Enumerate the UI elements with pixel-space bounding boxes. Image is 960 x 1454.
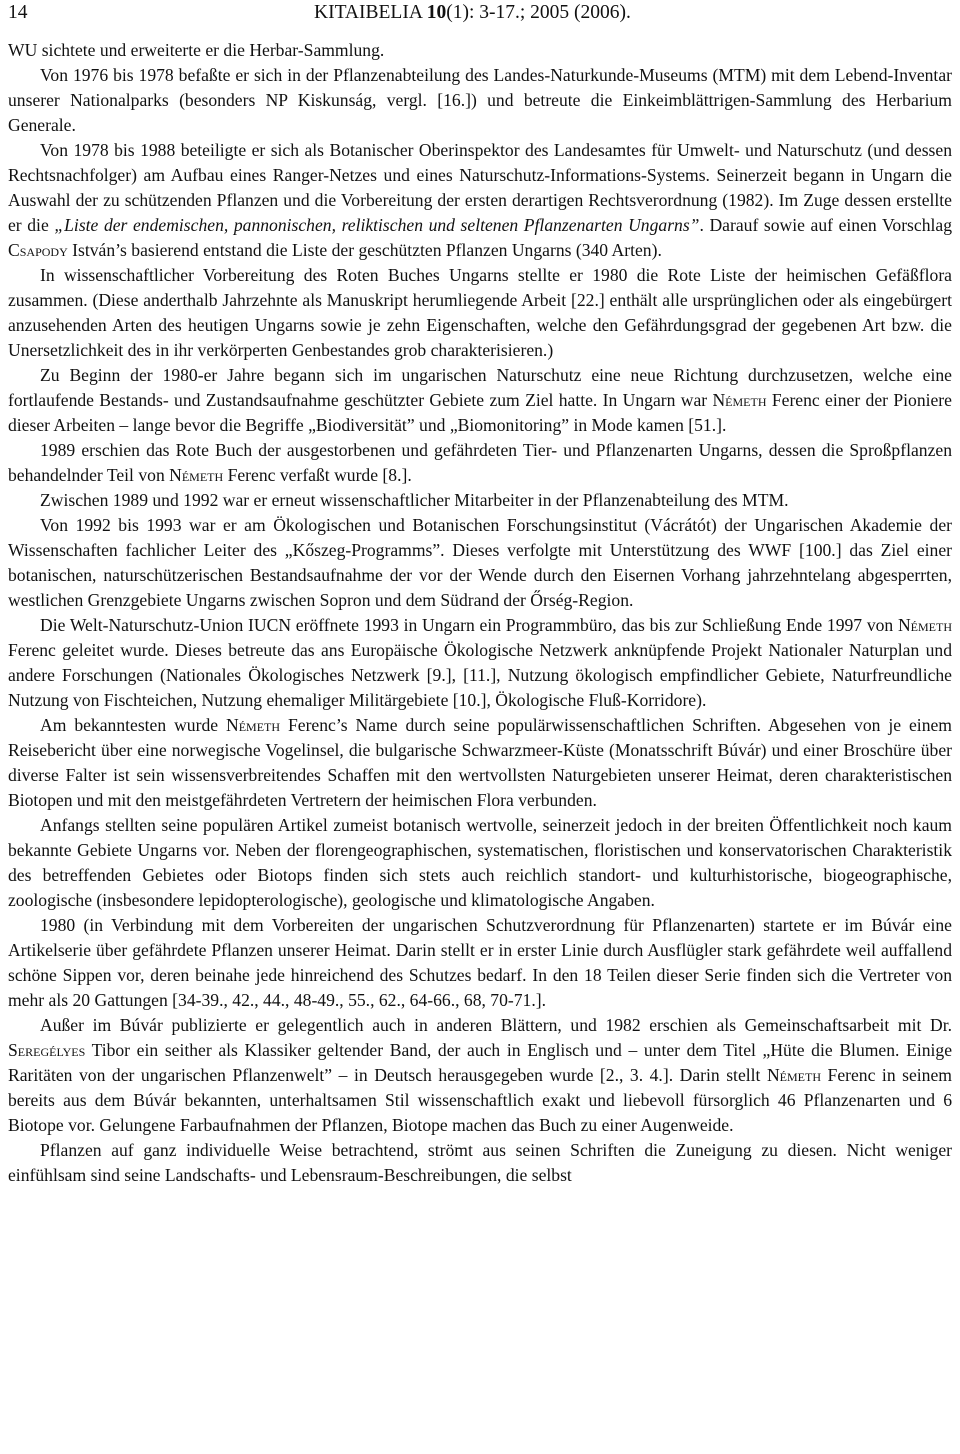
running-header (8, 0, 952, 26)
text-run: Pflanzen auf ganz individuelle Weise betrachtend, strömt aus seinen Schriften die Zuneigung zu diesen. Nicht weniger einfühlsam sind seine Landschafts- und Lebensraum-Beschreibungen, die selbst (8, 1140, 952, 1185)
article-body (8, 38, 952, 1188)
paragraph (8, 813, 952, 913)
text-run: Von 1992 bis 1993 war er am Ökologischen und Botanischen Forschungsinstitut (Vácrátót) der Ungarischen Akademie der Wissenschaften fachlicher Leiter des „Kőszeg-Programms”. Dieses verfolgte mit Unterstützung des WWF [100.] das Ziel einer botanischen, naturschützerischen Bestandsaufnahme der vor der Wende durch den Eisernen Vorhang jahrzehntelang abgesperrten, westlichen Grenzgebiete Ungarns zwischen Sopron und dem Südrand der Őrség-Region. (8, 515, 952, 610)
author-name: Németh (897, 615, 952, 635)
paragraph (8, 363, 952, 438)
page-number: 14 (8, 2, 28, 23)
paragraph (8, 263, 952, 363)
text-run: István’s basierend entstand die Liste der geschützten Pflanzen Ungarns (340 Arten). (67, 240, 662, 260)
text-run: Am bekanntesten wurde (40, 715, 226, 735)
journal-issue-pages: (1): 3-17.; 2005 (2006). (446, 2, 631, 23)
text-run: Ferenc verfaßt wurde [8.]. (223, 465, 412, 485)
paragraph (8, 513, 952, 613)
paragraph (8, 138, 952, 263)
journal-citation (314, 0, 631, 26)
text-run: Zu Beginn der 1980-er Jahre begann sich im ungarischen Naturschutz eine neue Richtung durchzusetzen, welche eine fortlaufende Bestands- und Zustandsaufnahme geschützter Gebiete zum Ziel hatte. In Ungarn war (8, 365, 952, 410)
text-run: Ferenc einer der Pioniere dieser Arbeiten – lange bevor die Begriffe „Biodiversität” und „Biomonitoring” in Mode kamen [51.]. (8, 390, 952, 435)
text-run: In wissenschaftlicher Vorbereitung des Roten Buches Ungarns stellte er 1980 die Rote Liste der heimischen Gefäßflora zusammen. (Diese anderthalb Jahrzehnte als Manuskript herumliegende Arbeit [22.] enthält alle ursprünglichen oder als eingebürgert anzusehenden Arten des heutigen Ungarns sowie je zehn Eigenschaften, welche den Gefährdungsgrad der gegebenen Art bzw. die Unersetzlichkeit des in ihr verkörperten Genbestandes grob charakterisieren.) (8, 265, 952, 360)
text-run: . Darauf sowie auf einen Vorschlag (699, 215, 952, 235)
text-run: Außer im Búvár publizierte er gelegentlich auch in anderen Blättern, und 1982 erschien als Gemeinschaftsarbeit mit Dr. (40, 1015, 952, 1035)
author-name: Csapody (8, 240, 68, 260)
text-run: Ferenc’s Name durch seine populärwissenschaftlichen Schriften. Abgesehen von je einem Reisebericht über eine norwegische Vogelinsel, die bulgarische Schwarzmeer-Küste (Monatsschrift Búvár) und einer Broschüre über diverse Falter ist sein wissensverbreitendes Schaffen mit den wertvollsten Naturgebieten unserer Heimat, deren charakteristischen Biotopen und mit den meistgefährdeten Vertretern der heimischen Flora verbunden. (8, 715, 952, 810)
text-run: Ferenc geleitet wurde. Dieses betreute das ans Europäische Ökologische Netzwerk anknüpfende Projekt Nationaler Naturplan und andere Forschungen (Nationales Ökologisches Netzwerk [9.], [11.], Nutzung ökologisch empfindlicher Gebiete, Naturfreundliche Nutzung von Fischteichen, Nutzung ehemaliger Militärgebiete [10.], Ökologische Fluß-Korridore). (8, 640, 952, 710)
journal-name: KITAIBELIA (314, 2, 427, 23)
paragraph (8, 613, 952, 713)
paragraph (8, 38, 952, 63)
author-name: Németh (712, 390, 767, 410)
author-name: Németh (169, 465, 224, 485)
author-name: Seregélyes (8, 1040, 86, 1060)
text-run: Von 1976 bis 1978 befaßte er sich in der Pflanzenabteilung des Landes-Naturkunde-Museums (MTM) mit dem Lebend-Inventar unserer Nationalparks (besonders NP Kiskunság, vergl. [16.]) und betreute die Einkeimblättrigen-Sammlung des Herbarium Generale. (8, 65, 952, 135)
italic-title: „Liste der endemischen, pannonischen, reliktischen und seltenen Pflanzenarten Ungarns” (54, 215, 700, 235)
paragraph (8, 713, 952, 813)
text-run: Tibor ein seither als Klassiker geltender Band, der auch in Englisch und – unter dem Titel „Hüte die Blumen. Einige Raritäten von der ungarischen Pflanzenwelt” – in Deutsch herausgegeben wurde [2., 3. 4.]. Darin stellt (8, 1040, 952, 1085)
paragraph (8, 1013, 952, 1138)
author-name: Németh (766, 1065, 821, 1085)
text-run: Anfangs stellten seine populären Artikel zumeist botanisch wertvolle, seinerzeit jedoch in der breiten Öffentlichkeit noch kaum bekannte Gebiete Ungarns vor. Neben der florengeographischen, systematischen, floristischen und konservatorischen Charakteristik des betreffenden Gebietes oder Biotops finden sich stets auch reichlich standort- und kulturhistorische, biogeographische, zoologische (insbesondere lepidopterologische), geologische und klimatologische Angaben. (8, 815, 952, 910)
journal-page (8, 0, 952, 1185)
author-name: Németh (226, 715, 281, 735)
journal-volume: 10 (426, 2, 447, 23)
text-run: Zwischen 1989 und 1992 war er erneut wissenschaftlicher Mitarbeiter in der Pflanzenabteilung des MTM. (40, 490, 789, 510)
text-run: WU sichtete und erweiterte er die Herbar-Sammlung. (8, 40, 385, 60)
paragraph (8, 63, 952, 138)
text-run: Von 1978 bis 1988 beteiligte er sich als Botanischer Oberinspektor des Landesamtes für Umwelt- und Naturschutz (und dessen Rechtsnachfolger) am Aufbau eines Ranger-Netzes und eines Naturschutz-Informations-Systems. Seinerzeit begann in Ungarn die Auswahl der zu schützenden Pflanzen und die Vorbereitung der ersten derartigen Rechtsverordnung (1982). Im Zuge dessen erstellte er die (8, 140, 952, 235)
paragraph (8, 488, 952, 513)
text-run: Die Welt-Naturschutz-Union IUCN eröffnete 1993 in Ungarn ein Programmbüro, das bis zur Schließung Ende 1997 von (40, 615, 898, 635)
paragraph (8, 438, 952, 488)
text-run: Ferenc in seinem bereits aus dem Búvár bekannten, unterhaltsamen Stil wissenschaftlich exakt und liebevoll fürsorglich 46 Pflanzenarten und 6 Biotope vor. Gelungene Farbaufnahmen der Pflanzen, Biotope machen das Buch zu einer Augenweide. (8, 1065, 952, 1135)
text-run: 1980 (in Verbindung mit dem Vorbereiten der ungarischen Schutzverordnung für Pflanzenarten) startete er im Búvár eine Artikelserie über gefährdete Pflanzen unserer Heimat. Darin stellt er in erster Linie durch Ausflügler stark gefährdete weil auffallend schöne Sippen vor, deren beinahe jede hinreichend des Schutzes bedarf. In den 18 Teilen dieser Serie finden sich die Vertreter von mehr als 20 Gattungen [34-39., 42., 44., 48-49., 55., 62., 64-66., 68, 70-71.]. (8, 915, 952, 1010)
paragraph (8, 913, 952, 1013)
text-run: 1989 erschien das Rote Buch der ausgestorbenen und gefährdeten Tier- und Pflanzenarten Ungarns, dessen die Sproßpflanzen behandelnder Teil von (8, 440, 952, 485)
paragraph (8, 1138, 952, 1188)
